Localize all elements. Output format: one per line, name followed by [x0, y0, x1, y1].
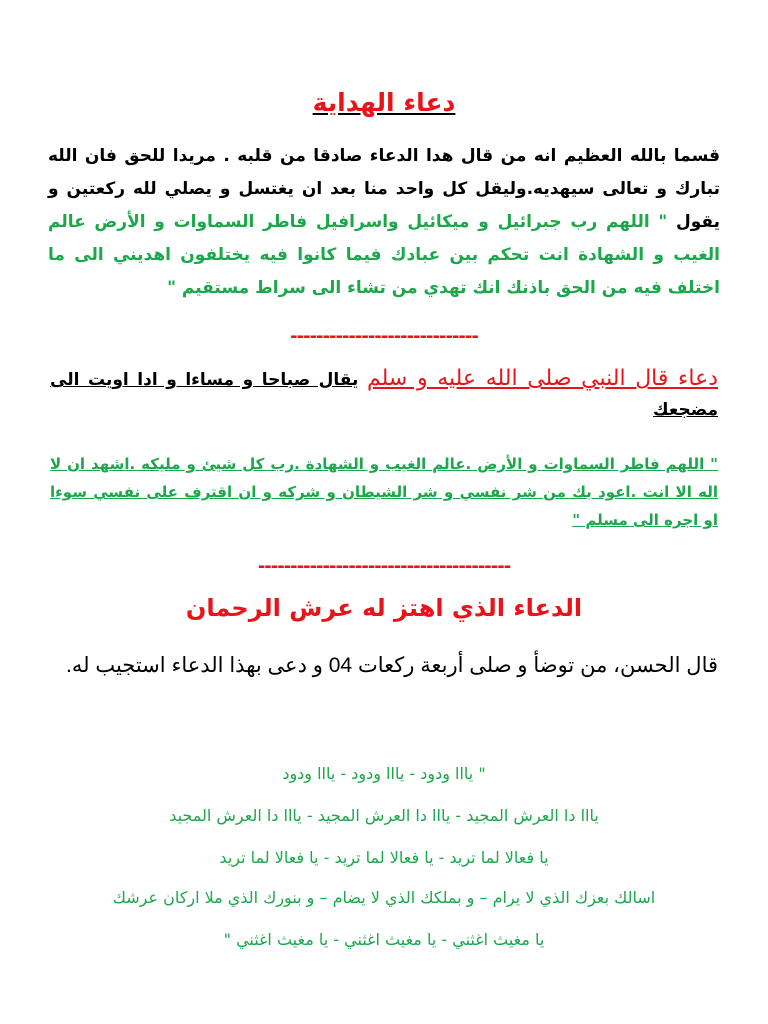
paragraph-prophet-prayer-text: " اللهم فاطر السماوات و الأرض .عالم الغيب و الشهادة .رب كل شيئ و مليكه .اشهد ان لا اله الا انت .اعود بك من شر نفسي و شر الشيطان و شركه و ان اقترف على نفسي سوءا او اجره الى مسلم " — [50, 455, 718, 529]
title-throne-prayer: الدعاء الذي اهتز له عرش الرحمان — [185, 594, 583, 622]
title-guidance-text: دعاء الهداية — [312, 88, 456, 117]
section-prophet-prayer — [50, 364, 718, 425]
section-prophet-subtitle-end: مضجعك — [653, 400, 718, 420]
divider-1: ----------------------------- — [290, 326, 478, 347]
prayer-line-5: يا مغيث اغثني - يا مغيث اغثني - يا مغيث اغثني " — [223, 930, 545, 949]
section-prophet-subtitle: يقال صباحا و مساءا و ادا اويت الى — [50, 370, 359, 390]
paragraph-guidance-prayer: " اللهم رب جبرائيل و ميكائيل واسرافيل فاطر السماوات و الأرض عالم الغيب و الشهادة انت تحكم بين عبادك فيما كانوا فيه يختلفون اهديني الى ما اختلف فيه من الحق باذنك انك تهدي من تشاء الى سراط مستقيم " — [48, 212, 720, 298]
prayer-line-2: يااا دا العرش المجيد - يااا دا العرش المجيد - يااا دا العرش المجيد — [169, 806, 599, 825]
prayer-line-4: اسالك بعزك الذي لا يرام – و بملكك الذي لا يضام – و بنورك الذي ملا اركان عرشك — [112, 888, 656, 907]
divider-2: --------------------------------------- — [257, 556, 511, 577]
prayer-line-3: يا فعالا لما تريد - يا فعالا لما تريد - يا فعالا لما تريد — [219, 848, 549, 867]
paragraph-guidance — [48, 140, 720, 305]
paragraph-guidance-intro: قسما بالله العظيم انه من قال هدا الدعاء صادقا من قلبه . مريدا للحق فان الله تبارك و تعالى سيهديه.وليقل كل واحد منا بعد ان يغتسل و يصلي لله ركعتين و يقول — [48, 146, 720, 232]
section-prophet-title: دعاء قال النبي صلى الله عليه و سلم — [366, 366, 718, 391]
title-guidance-prayer — [0, 88, 768, 117]
paragraph-hasan: قال الحسن، من توضأ و صلى أربعة ركعات 04 و دعى بهذا الدعاء استجيب له. — [66, 654, 718, 677]
paragraph-prophet-prayer — [50, 450, 718, 534]
prayer-line-1: " يااا ودود - يااا ودود - يااا ودود — [282, 764, 486, 783]
